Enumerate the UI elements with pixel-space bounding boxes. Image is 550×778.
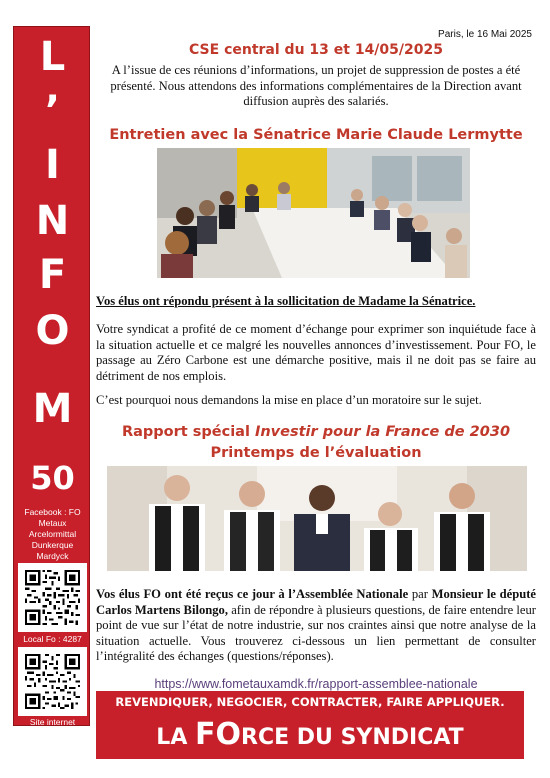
facebook-label: Facebook : FO Metaux Arcelormittal Dunkerque Mardyck xyxy=(24,507,81,561)
qr-code-icon xyxy=(25,654,80,709)
issue-number: 50 xyxy=(30,459,75,497)
rapport-body-par: par xyxy=(408,587,432,601)
masthead-apostrophe: ’ xyxy=(44,88,61,134)
banner-fo: FO xyxy=(195,717,242,752)
banner-tagline xyxy=(96,717,524,756)
assembly-photo xyxy=(107,466,527,571)
masthead-letter-l: L xyxy=(39,34,66,80)
senatrice-body: Votre syndicat a profité de ce moment d’échange pour exprimer son inquiétude face à la situation actuelle et ce malgré les nouvelles annonces d’investissement. Pour FO, le passage au Zéro Carbone est une démarche positive, mais il ne doit pas se faire au détriment de nos emplois. xyxy=(96,322,536,383)
rapport-body xyxy=(96,587,536,665)
rapport-heading xyxy=(96,424,536,440)
masthead-sidebar xyxy=(13,26,90,726)
rapport-body-bold: Vos élus FO ont été reçus ce jour à l’Assemblée Nationale xyxy=(96,587,409,601)
senatrice-body-2: C’est pourquoi nous demandons la mise en place d’un moratoire sur le sujet. xyxy=(96,393,482,407)
masthead-letter-f: F xyxy=(38,252,67,298)
masthead-letter-m: M xyxy=(32,386,73,432)
local-fo-label: Local Fo : 4287 xyxy=(23,634,82,644)
senatrice-caption: Vos élus ont répondu présent à la sollicitation de Madame la Sénatrice. xyxy=(96,294,476,308)
masthead-letter-n: N xyxy=(35,198,70,244)
site-internet-label: Site internet xyxy=(29,717,76,727)
cse-body: A l’issue de ces réunions d’informations, un projet de suppression de postes a été présenté. Nous attendons des informations complémentaires de la Direction avant diffusion auprès des salariés. xyxy=(110,63,522,108)
banner-la: LA xyxy=(156,725,196,750)
banner-slogan: REVENDIQUER, NEGOCIER, CONTRACTER, FAIRE APPLIQUER. xyxy=(115,695,505,709)
cse-heading: CSE central du 13 et 14/05/2025 xyxy=(189,42,443,58)
website-qr-code[interactable] xyxy=(18,647,87,716)
date-line: Paris, le 16 Mai 2025 xyxy=(438,29,532,40)
qr-code-icon xyxy=(25,570,80,625)
rapport-subheading: Printemps de l’évaluation xyxy=(210,445,422,461)
rapport-heading-italic: Investir pour la France de 2030 xyxy=(254,424,511,440)
rapport-body-rest: afin de répondre à plusieurs questions, de faire entendre leur point de vue sur l’état de notre industrie, sur nos craintes ainsi que notre analyse de la situation actuelle. Vous trouverez ci-dessous un lien permettant de consulter l’intégralité des échanges (questions/réponses). xyxy=(96,602,536,663)
rapport-heading-prefix: Rapport spécial xyxy=(121,424,255,440)
masthead-letter-o: O xyxy=(35,308,70,354)
slogan-banner xyxy=(96,691,524,759)
senatrice-heading: Entretien avec la Sénatrice Marie Claude Lermytte xyxy=(109,127,523,143)
assembly-report-link[interactable]: https://www.fometauxamdk.fr/rapport-assemblee-nationale xyxy=(154,677,478,691)
meeting-photo xyxy=(157,148,470,278)
rapport-body-bold-2: Monsieur le député Carlos Martens Bilongo, xyxy=(96,587,536,617)
facebook-qr-code[interactable] xyxy=(18,563,87,632)
banner-rest: RCE DU SYNDICAT xyxy=(241,725,464,750)
masthead-letter-i: I xyxy=(45,142,60,188)
